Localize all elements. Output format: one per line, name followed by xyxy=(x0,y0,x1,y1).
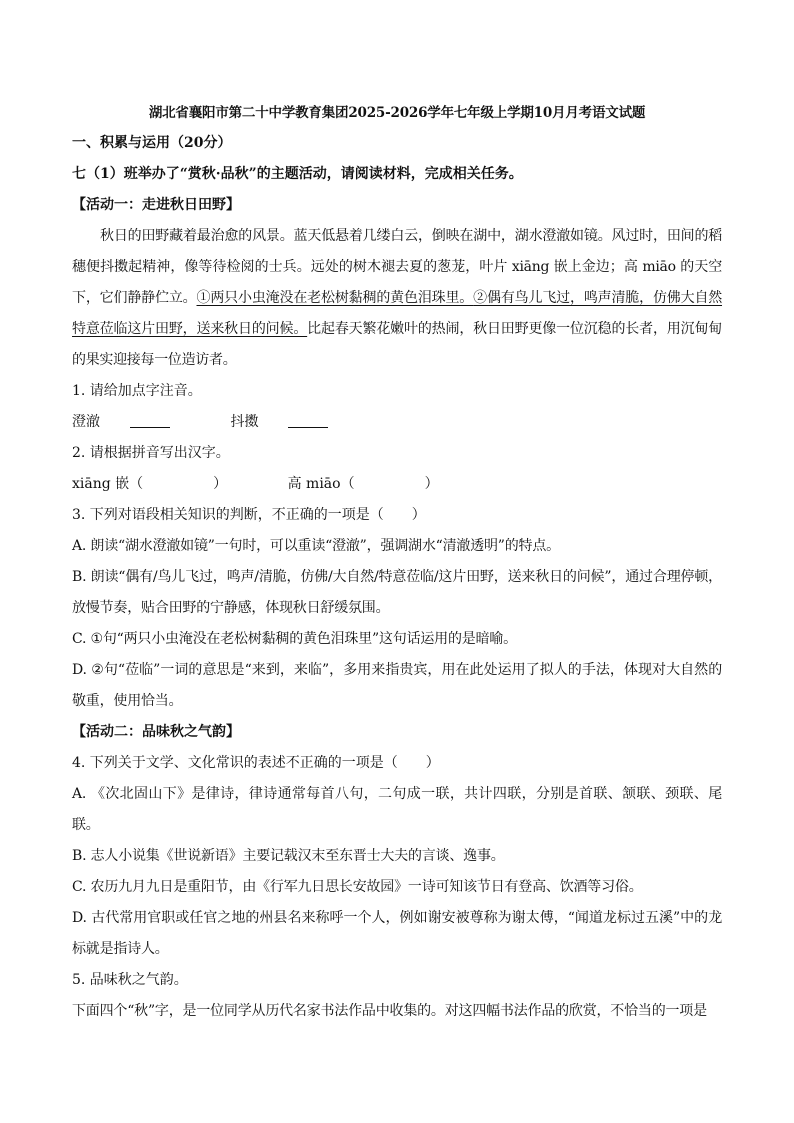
question-4-option-c: C. 农历九月九日是重阳节，由《行军九日思长安故园》一诗可知该节日有登高、饮酒等习俗。 xyxy=(72,879,643,895)
question-4-option-b: B. 志人小说集《世说新语》主要记载汉末至东晋士大夫的言谈、逸事。 xyxy=(72,848,505,864)
word-chengche: 澄澈 xyxy=(72,414,100,430)
sentence-2: ②偶有鸟儿飞过，鸣声清脆，仿佛大自然特意莅临这片田野，送来秋日的问候。 xyxy=(72,290,723,337)
question-3-stem: 3. 下列对语段相关知识的判断，不正确的一项是（ ） xyxy=(72,507,426,523)
sentence-1: ①两只小虫淹没在老松树黏稠的黄色泪珠里。 xyxy=(196,290,474,306)
pinyin-miao: 高 miāo（ xyxy=(287,476,355,492)
question-3-option-d: D. ②句“莅临”一词的意思是“来到，来临”，多用来指贵宾，用在此处运用了拟人的手法，体现对大自然的敬重，使用恰当。 xyxy=(72,662,722,709)
question-2-stem: 2. 请根据拼音写出汉字。 xyxy=(72,445,230,461)
question-4-stem: 4. 下列关于文学、文化常识的表述不正确的一项是（ ） xyxy=(72,755,440,771)
pinyin-xiang: xiāng 嵌（ xyxy=(72,476,144,492)
question-3-option-b: B. 朗读“偶有/鸟儿飞过，鸣声/清脆，仿佛/大自然/特意莅临/这片田野，送来秋日的问候”，通过合理停顿，放慢节奏，贴合田野的宁静感，体现秋日舒缓氛围。 xyxy=(72,569,722,616)
exam-page xyxy=(72,100,722,1027)
question-5-text: 下面四个“秋”字，是一位同学从历代名家书法作品中收集的。对这四幅书法作品的欣赏，不恰当的一项是 xyxy=(72,1003,707,1019)
reading-passage xyxy=(72,221,722,376)
paren-close-1: ） xyxy=(213,476,228,492)
word-dousou: 抖擞 xyxy=(230,414,259,430)
question-1-blanks xyxy=(72,407,722,438)
question-3-option-a: A. 朗读“湖水澄澈如镜”一句时，可以重读“澄澈”，强调湖水“清澈透明”的特点。 xyxy=(72,538,560,554)
task-intro: 七（1）班举办了“赏秋·品秋”的主题活动，请阅读材料，完成相关任务。 xyxy=(72,166,523,182)
question-5-stem: 5. 品味秋之气韵。 xyxy=(72,972,188,988)
activity-one-heading: 【活动一：走进秋日田野】 xyxy=(72,197,240,213)
paren-close-2: ） xyxy=(424,476,439,492)
answer-blank-2[interactable] xyxy=(288,411,328,428)
question-3-option-c: C. ①句“两只小虫淹没在老松树黏稠的黄色泪珠里”这句话运用的是暗喻。 xyxy=(72,631,517,647)
question-2-blanks xyxy=(72,469,722,500)
section-heading: 一、积累与运用（20分） xyxy=(72,135,232,151)
exam-title: 湖北省襄阳市第二十中学教育集团2025-2026学年七年级上学期10月月考语文试题 xyxy=(148,105,646,121)
answer-blank-1[interactable] xyxy=(130,411,170,428)
passage-part-2: 比起春天繁花嫩叶的热闹，秋日田野更像一位沉稳的长者，用沉甸甸的果实迎接每一位造访者。 xyxy=(72,321,722,368)
activity-two-heading: 【活动二：品味秋之气韵】 xyxy=(72,724,240,740)
passage-part-1: 秋日的田野藏着最治愈的风景。蓝天低悬着几缕白云，倒映在湖中，湖水澄澈如镜。风过时，田间的稻穗便抖擞起精神，像等待检阅的士兵。远处的树木褪去夏的葱茏，叶片 xiāng 嵌上金边；高 miāo 的天空下，它们静静伫立。 xyxy=(72,228,722,306)
question-1-stem: 1. 请给加点字注音。 xyxy=(72,383,202,399)
question-4-option-a: A. 《次北固山下》是律诗，律诗通常每首八句，二句成一联，共计四联，分别是首联、颔联、颈联、尾联。 xyxy=(72,786,722,833)
question-4-option-d: D. 古代常用官职或任官之地的州县名来称呼一个人，例如谢安被尊称为谢太傅，“闻道龙标过五溪”中的龙标就是指诗人。 xyxy=(72,910,722,957)
